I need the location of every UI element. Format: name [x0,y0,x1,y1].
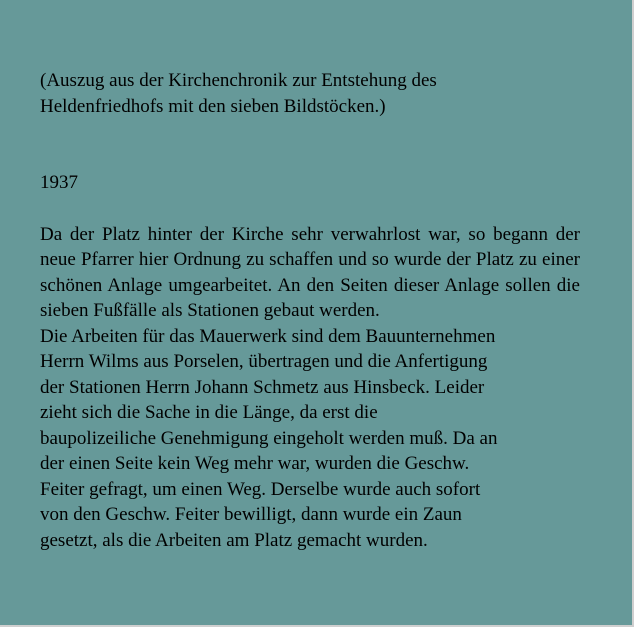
year-heading: 1937 [40,172,78,193]
intro-text: (Auszug aus der Kirchenchronik zur Entstehung des Heldenfriedhofs mit den sieben Bildstöcken.) [40,70,437,117]
paragraph-1: Da der Platz hinter der Kirche sehr verwahrlost war, so begann der neue Pfarrer hier Ordnung zu schaffen und so wurde der Platz zu einer schönen Anlage umgearbeitet. An den Seiten dieser Anlage sollen die sieben Fußfälle als Stationen gebaut werden. [40,223,580,321]
text-block [40,68,580,553]
paragraph-2: Die Arbeiten für das Mauerwerk sind dem Bauunternehmen Herrn Wilms aus Porselen, übertragen und die Anfertigung der Stationen Herrn Johann Schmetz aus Hinsbeck. Leider zieht sich die Sache in die Länge, da erst die baupolizeiliche Genehmigung eingeholt werden muß. Da an der einen Seite kein Weg mehr war, wurden die Geschw. Feiter gefragt, um einen Weg. Derselbe wurde auch sofort von den Geschw. Feiter bewilligt, dann wurde ein Zaun gesetzt, als die Arbeiten am Platz gemacht wurden. [40,325,498,551]
